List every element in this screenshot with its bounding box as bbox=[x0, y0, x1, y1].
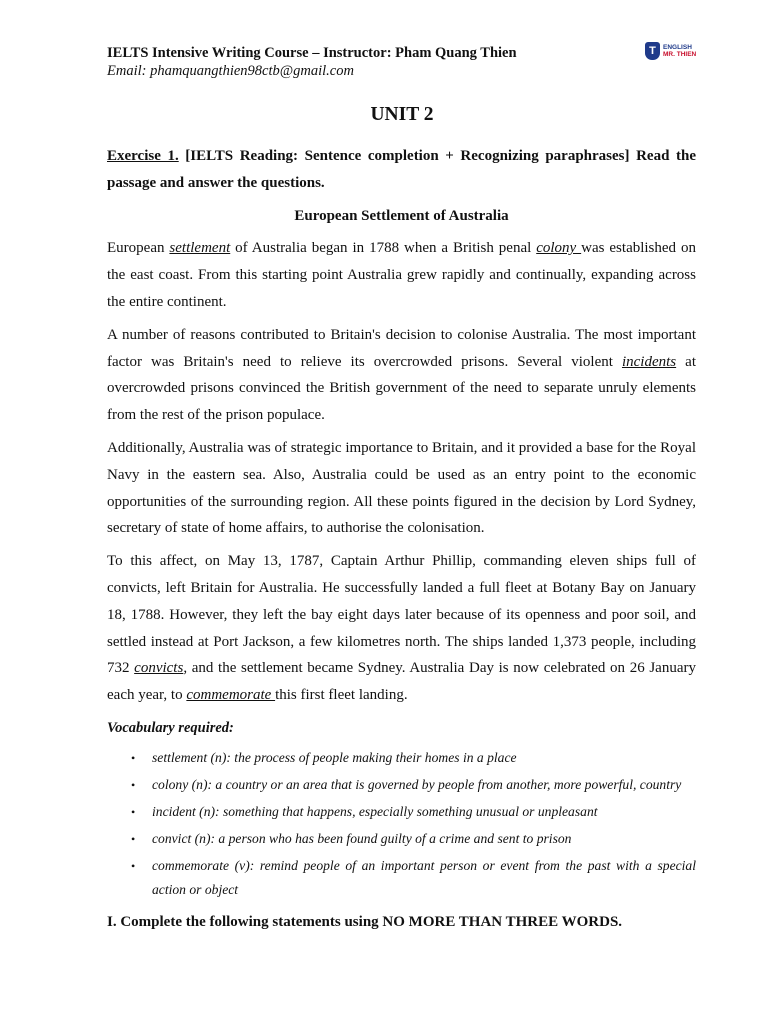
vocabulary-heading: Vocabulary required: bbox=[107, 719, 234, 736]
shield-logo-icon: T bbox=[645, 42, 660, 60]
vocabulary-text: colony (n): a country or an area that is governed by people from another, more powerful, country bbox=[152, 776, 682, 792]
vocabulary-item bbox=[107, 746, 696, 770]
text-run: this first fleet landing. bbox=[275, 687, 408, 704]
text-run: at overcrowded prisons convinced the British government of the need to separate unruly elements from the rest of the prison populace. bbox=[107, 353, 696, 424]
bullet-icon: • bbox=[131, 831, 136, 846]
text-run: A number of reasons contributed to Britain's decision to colonise Australia. The most important factor was Britain's need to relieve its overcrowded prisons. Several violent bbox=[107, 326, 696, 370]
unit-title: UNIT 2 bbox=[370, 104, 434, 125]
text-run: of Australia began in 1788 when a British penal bbox=[230, 240, 537, 257]
vocabulary-text: convict (n): a person who has been found guilty of a crime and sent to prison bbox=[152, 830, 572, 846]
bullet-icon: • bbox=[131, 858, 136, 873]
exercise-instruction: [IELTS Reading: Sentence completion + Recognizing paraphrases] Read the passage and answer the questions. bbox=[107, 148, 697, 191]
vocab-word-commemorate: commemorate bbox=[186, 687, 276, 704]
passage-title: European Settlement of Australia bbox=[294, 207, 509, 224]
text-run: was established on the east coast. From this starting point Australia grew rapidly and continually, expanding across the entire continent. bbox=[107, 240, 696, 310]
bullet-icon: • bbox=[131, 777, 136, 792]
vocab-word-incidents: incidents bbox=[621, 353, 677, 370]
bullet-icon: • bbox=[131, 750, 136, 765]
logo-text bbox=[663, 44, 696, 58]
exercise-label: Exercise 1. bbox=[107, 148, 179, 164]
course-title: IELTS Intensive Writing Course – Instructor: Pham Quang Thien bbox=[107, 45, 517, 61]
vocabulary-item bbox=[107, 854, 696, 902]
vocab-word-convicts: convicts bbox=[134, 660, 184, 677]
page-header bbox=[107, 44, 697, 80]
task-instruction: I. Complete the following statements using NO MORE THAN THREE WORDS. bbox=[107, 913, 623, 930]
vocab-word-settlement: settlement bbox=[169, 240, 231, 257]
vocabulary-item bbox=[107, 800, 696, 824]
document-body bbox=[107, 143, 696, 942]
english-mr-thien-logo bbox=[645, 40, 697, 62]
passage-paragraph-1 bbox=[107, 235, 696, 315]
text-run: To this affect, on May 13, 1787, Captain Arthur Phillip, commanding eleven ships full of convicts, left Britain for Australia. He successfully landed a full fleet at Botany Bay on January 18, 1788. However, they left the bay eight days later because of its openness and poor soil, and settled instead at Port Jackson, a few kilometres north. The ships landed 1,373 people, including 732 bbox=[107, 553, 696, 677]
vocabulary-item bbox=[107, 827, 696, 851]
passage-paragraph-3: Additionally, Australia was of strategic importance to Britain, and it provided a base for the Royal Navy in the eastern sea. Also, Australia could be used as an entry point to the economic opportunities of the surrounding region. All these points figured in the decision by Lord Sydney, secretary of state of home affairs, to authorise the colonisation. bbox=[107, 439, 696, 537]
vocabulary-text: incident (n): something that happens, especially something unusual or unpleasant bbox=[152, 803, 598, 819]
passage-paragraph-2 bbox=[107, 322, 696, 429]
exercise-heading bbox=[107, 143, 696, 197]
passage-paragraph-4 bbox=[107, 548, 696, 709]
logo-line-english: ENGLISH bbox=[663, 44, 692, 51]
bullet-icon: • bbox=[131, 804, 136, 819]
vocabulary-item bbox=[107, 773, 696, 797]
vocabulary-text: settlement (n): the process of people making their homes in a place bbox=[152, 749, 517, 765]
text-run: European bbox=[107, 240, 170, 257]
logo-line-name: MR. THIEN bbox=[663, 51, 697, 58]
instructor-email: Email: phamquangthien98ctb@gmail.com bbox=[107, 63, 354, 79]
text-run: , and the settlement became Sydney. Australia Day is now celebrated on 26 January each year, to bbox=[107, 660, 696, 704]
vocabulary-list bbox=[107, 746, 696, 902]
vocabulary-text: commemorate (v): remind people of an important person or event from the past with a special action or object bbox=[152, 857, 696, 897]
vocab-word-colony: colony bbox=[536, 240, 582, 257]
